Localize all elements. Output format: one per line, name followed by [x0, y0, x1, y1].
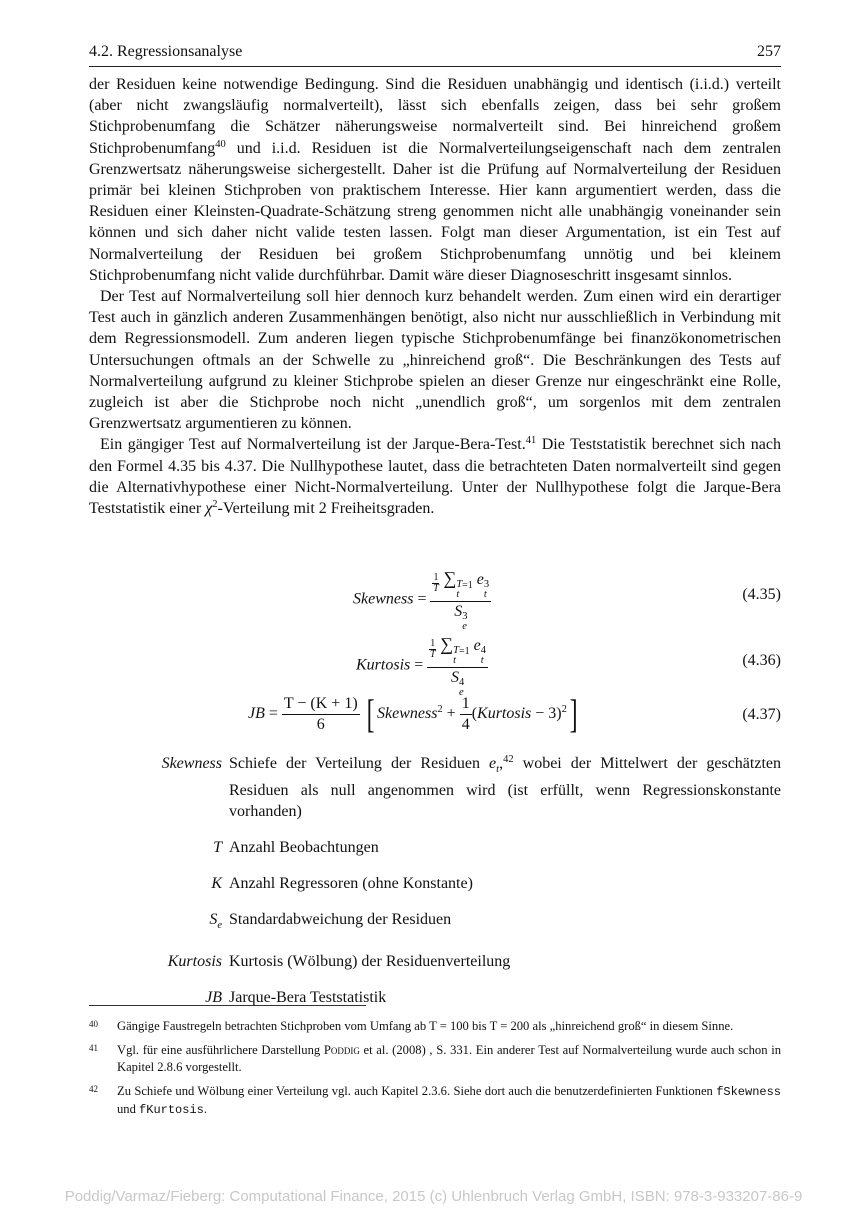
footnotes: [89, 1018, 781, 1126]
copyright-watermark: Poddig/Varmaz/Fieberg: Computational Finance, 2015 (c) Uhlenbruch Verlag GmbH, ISBN: 978-3-933207-86-9: [64, 1188, 803, 1205]
definition-Se: $S_e$ Standardabweichung der Residuen: [209, 911, 452, 931]
equation-number: (4.35): [742, 586, 781, 603]
equation-number: (4.36): [742, 652, 781, 669]
paragraph-2: Der Test auf Normalverteilung soll hier dennoch kurz behandelt werden. Zum einen wird ein derartiger Test auch in gänzlich anderen Zusammenhängen benötigt, also nicht nur ausschließlich in Verbindung mit dem Regressionsmodell. Zum anderen liegen typische Stichprobenumfänge bei finanzökonometrischen Untersuchungen oftmals an der Schwelle zu „hinreichend groß“. Die Beschränkungen des Tests auf Normalverteilung aufgrund zu kleiner Stichprobe spielen an dieser Grenze nur eingeschränkt eine Rolle, zugleich ist aber die Stichprobe noch nicht „unendlich groß“, um sorgenlos mit dem zentralen Grenzwertsatz argumentieren zu können.: [89, 288, 781, 433]
footnote-42: 42 Zu Schiefe und Wölbung einer Verteilung vgl. auch Kapitel 2.3.6. Siehe dort auch die benutzerdefinierten Funktionen fSkewness und fKurtosis.: [89, 1084, 781, 1117]
page-number: 257: [757, 43, 781, 60]
body-text: [89, 74, 781, 519]
footnote-ref-40[interactable]: 40: [215, 138, 226, 150]
footnote-ref-41[interactable]: 41: [525, 435, 537, 447]
variable-definitions: [89, 753, 781, 1008]
definition-JB: JB Jarque-Bera Teststatistik: [205, 989, 387, 1006]
definition-K: K Anzahl Regressoren (ohne Konstante): [211, 875, 473, 892]
footnote-40: 40 Gängige Faustregeln betrachten Stichproben vom Umfang ab T = 100 bis T = 200 als „hinreichend groß“ in diesem Sinne.: [89, 1019, 734, 1033]
section-title: 4.2. Regressionsanalyse: [89, 43, 243, 60]
paragraph-3: Ein gängiger Test auf Normalverteilung ist der Jarque-Bera-Test.$^{41}$ Die Teststatistik berechnet sich nach den Formel 4.35 bis 4.37. Die Nullhypothese lautet, dass die betrachteten Daten normalverteilt sind gegen die Alternativhypothese einer Nicht-Normalverteilung. Unter der Nullhypothese folgt die Jarque-Bera Teststatistik einer $\chi^2$-Verteilung mit 2 Freiheitsgraden.: [89, 435, 781, 518]
running-header: [89, 43, 781, 67]
paragraph-1: der Residuen keine notwendige Bedingung. Sind die Residuen unabhängig und identisch (i.i.d.) verteilt (aber nicht zwangsläufig normalverteilt), lässt sich ebenfalls zeigen, dass bei sehr großem Stichprobenumfang die Schätzer näherungsweise normalverteilt sind. Bei hinreichend großem Stichprobenumfang$^{40}$ und i.i.d. Residuen ist die Normalverteilungseigenschaft nach dem zentralen Grenzwertsatz näherungsweise sichergestellt. Daher ist die Prüfung auf Normalverteilung der Residuen primär bei kleinen Stichproben von praktischem Interesse. Hier kann argumentiert werden, dass die Residuen einer Kleinsten-Quadrate-Schätzung streng genommen nicht alle unabhängig voneinander sein können und sich daher nicht valide testen lassen. Folgt man dieser Argumentation, ist ein Test auf Normalverteilung der Residuen bei großem Stichprobenumfang unnötig und bei kleinem Stichprobenumfang nicht valide durchführbar. Damit wäre dieser Diagnoseschritt insgesamt sinnlos.: [89, 76, 781, 284]
footnote-41: 41 Vgl. für eine ausführlichere Darstellung Poddig et al. (2008) , S. 331. Ein anderer Test auf Normalverteilung wurde auch schon in Kapitel 2.8.6 vorgestellt.: [89, 1043, 781, 1074]
footnote-divider: [89, 1005, 366, 1006]
footnote-ref-42[interactable]: 42: [503, 754, 514, 765]
chi-symbol: χ: [205, 500, 213, 518]
equation-number: (4.37): [742, 706, 781, 723]
definition-skewness: Skewness Schiefe der Verteilung der Residuen $e_t,^{42}$ wobei der Mittelwert der geschätzten Residuen als null angenommen wird (ist erfüllt, wenn Regressionskonstante vorhanden): [161, 754, 781, 820]
definition-kurtosis: Kurtosis Kurtosis (Wölbung) der Residuenverteilung: [167, 953, 511, 970]
definition-T: T Anzahl Beobachtungen: [213, 839, 379, 856]
